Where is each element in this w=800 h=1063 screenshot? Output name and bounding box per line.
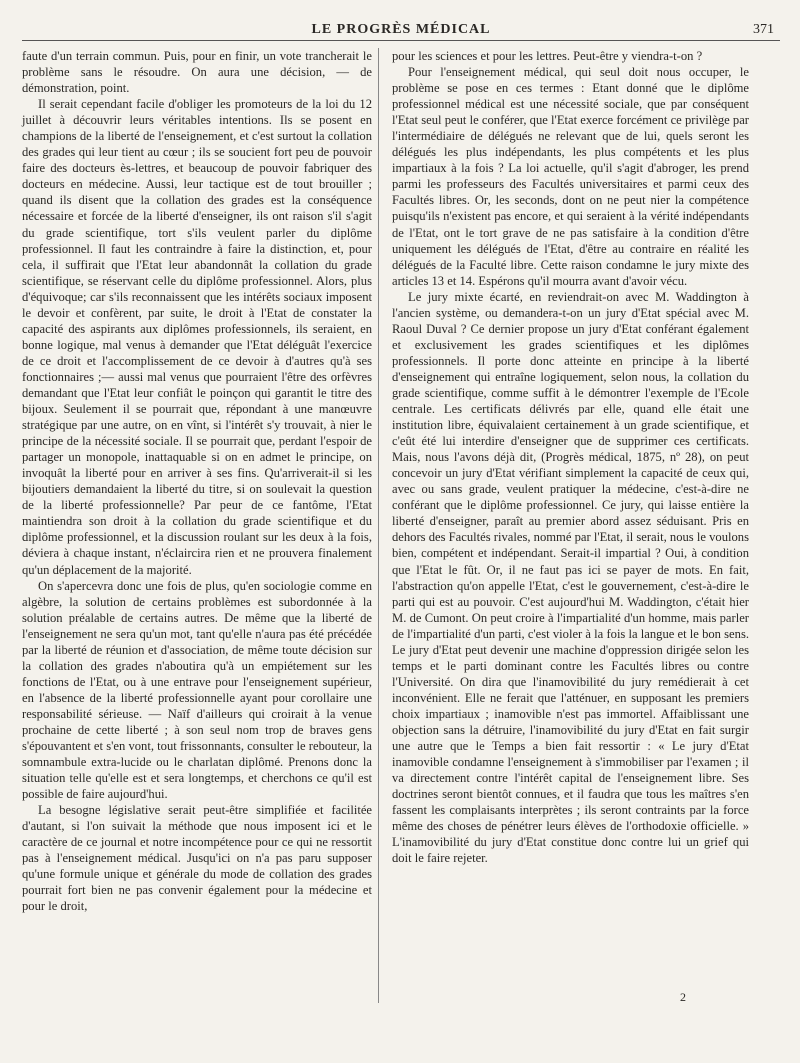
page-number: 371	[753, 22, 774, 37]
right-column	[392, 48, 749, 866]
paragraph: Pour l'enseignement médical, qui seul doit nous occuper, le problème se pose en ces termes : Etant donné que le diplôme professionnel médical est une nécessité sociale, que par conséquent l'Etat seul peut le conférer, que l'Etat exerce forcément ce privilège par l'intermédiaire de délégués ne relevant que de lui, quels seront les délégués les plus indépendants, les plus compétents et les plus impartiaux à la fois ? La loi actuelle, qu'il s'agit d'abroger, les prend parmi les professeurs des Facultés universitaires et parmi ceux des Facultés libres. Or, les seconds, dont on ne peut nier la compétence puisqu'ils n'existent pas encore, et qui seraient à la vérité indépendants de l'Etat, ont le tort grave de ne pas satisfaire à la condition d'être uniquement les délégués de l'Etat, d'être au contraire en réalité les délégués de la Faculté libre. Cette raison condamne le jury mixte des articles 13 et 14. Espérons qu'il mourra avant d'avoir vécu.	[392, 65, 749, 288]
journal-title: LE PROGRÈS MÉDICAL	[311, 22, 491, 37]
paragraph: pour les sciences et pour les lettres. Peut-être y viendra-t-on ?	[392, 49, 703, 63]
paragraph: Il serait cependant facile d'obliger les promoteurs de la loi du 12 juillet à découvrir leurs véritables intentions. Ils se posent en champions de la liberté de l'enseignement, et c'est surtout la collation des grades qui leur tient au cœur ; ils se soucient fort peu de pouvoir faire des docteurs ès-lettres, et beaucoup de pouvoir fabriquer des docteurs en médecine. Aussi, leur tactique est de tout brouiller ; quand ils disent que la collation des grades est la conséquence nécessaire et forcée de la liberté d'enseigner, ils ont raison s'il s'agit du grade scientifique, tort s'ils veulent parler du diplôme professionnel. Il faut les contraindre à faire la distinction, et, pour cela, il suffirait que l'Etat leur abandonnât la collation du grade scientifique, se réservant celle du diplôme professionnel. Alors, plus d'équivoque; car s'ils reconnaissent que les intérêts sociaux imposent le devoir et confèrent, par suite, le droit à l'Etat de constater la capacité des aspirants aux diplômes professionnels, ils seraient, en bonne logique, mal venus à demander que l'Etat déléguât l'exercice de ce droit et l'accomplissement de ce devoir à d'autres qu'à ses fonctionnaires ;— aussi mal venus que pourraient l'être des orfèvres demandant que l'Etat leur confiât le poinçon qui garantit le titre des bijoux. Seulement il se pourrait que, répondant à une manœuvre stratégique par une autre, on en vînt, si l'intérêt s'y trouvait, à nier le principe de la nécessité sociale. Il se pourrait que, perdant l'espoir de partager un monopole, inattaquable si on en admet le principe, on invoquât la liberté pour en arriver à ses fins. Qu'arriverait-il si les bijoutiers demandaient la liberté du titre, si on soulevait la question de la liberté professionnelle? Par peur de ce fantôme, l'Etat maintiendra son droit à la collation du grade scientifique et du diplôme professionnel, et la discussion roulant sur les deux à la fois, déviera à chaque instant, n'éclaircira rien et ne prouvera finalement qu'un déplacement de la majorité.	[22, 97, 372, 577]
signature-mark: 2	[680, 990, 686, 1004]
paragraph: faute d'un terrain commun. Puis, pour en finir, un vote trancherait le problème sans le résoudre. On aura une décision, — de démonstration, point.	[22, 49, 372, 96]
paragraph: Le jury mixte écarté, en reviendrait-on avec M. Waddington à l'ancien système, ou demandera-t-on un jury d'Etat spécial avec M. Raoul Duval ? Ce dernier propose un jury d'Etat conférant également et exclusivement les grades scientifiques et les diplômes professionnels. Il porte donc atteinte en principe à la liberté d'enseignement qui entraîne logiquement, selon nous, la collation du grade scientifique, comme suffit à le démontrer l'exemple de l'Ecole centrale. Les certificats délivrés par elle, quand elle était une institution libre, équivalaient certainement à un grade scientifique, et c'eût été lui interdire d'enseigner que de supprimer ces certificats. Mais, nous l'avons déjà dit, (Progrès médical, 1875, nº 28), on peut concevoir un jury d'Etat vérifiant simplement la capacité de ceux qui, avec ou sans grade, veulent pratiquer la médecine, c'est-à-dire ne conférant que le diplôme professionnel. Ce jury, qui laisse entière la liberté d'enseigner, paraît au premier abord assez séduisant. Pris en dehors des Facultés rivales, nommé par l'Etat, il serait, nous le voulons bien, compétent et indépendant. Serait-il impartial ? Oui, à condition que l'Etat le fût. Or, il ne faut pas ici se payer de mots. En fait, l'abstraction qu'on appelle l'Etat, c'est le gouvernement, c'est-à-dire le parti qui est au pouvoir. C'est aujourd'hui M. Waddington, c'était hier M. de Cumont. On peut croire à l'impartialité d'un homme, mais parler de l'impartialité d'un parti, c'est violer à la fois la langue et le bon sens. Le jury d'Etat peut devenir une machine d'oppression dirigée selon les temps et le parti dominant contre les Facultés libres ou contre l'Université. On dira que l'inamovibilité du jury remédierait à cet inconvénient. Elle ne ferait que l'atténuer, en supposant les premiers choix impartiaux ; inamovible n'est pas immortel. Affaiblissant une objection sans la détruire, l'inamovibilité du jury d'Etat en fait surgir une autre que le Temps a bien fait ressortir : « Le jury d'Etat inamovible condamne l'enseignement à s'immobiliser par l'examen ; il va directement contre l'intérêt capital de l'enseignement libre. Ses doctrines seront bientôt connues, et il faudra que tous les maîtres s'en fassent les complaisants interprètes ; ils seront contraints par la force même des choses de pénétrer leurs élèves de l'orthodoxie officielle. » L'inamovibilité du jury d'Etat constitue donc contre lui un grief qui doit le faire rejeter.	[392, 289, 749, 866]
paragraph: On s'apercevra donc une fois de plus, qu'en sociologie comme en algèbre, la solution de certains problèmes est subordonnée à la solution préalable de certains autres. De même que la liberté de l'enseignement ne sera qu'un mot, tant qu'elle n'aura pas été précédée par la liberté de réunion et d'association, de même toute décision sur la collation des grades n'aboutira qu'à un empiétement sur les fonctions de l'Etat, ou à une entrave pour l'enseignement supérieur, en l'absence de la liberté professionnelle ayant pour corollaire une responsabilité sérieuse. — Naïf d'ailleurs qui croirait à la venue prochaine de cette liberté ; à son seul nom trop de braves gens s'épouvantent et s'en vont, tout frissonnants, consulter le rebouteur, la somnambule extra-lucide ou le charlatan diplômé. Prenons donc la situation telle qu'elle est et sera longtemps, et cherchons ce qu'il est possible de faire aujourd'hui.	[22, 578, 372, 802]
running-header	[22, 20, 780, 41]
column-divider	[378, 48, 379, 1003]
left-column	[22, 48, 372, 915]
paragraph: La besogne législative serait peut-être simplifiée et facilitée d'autant, si l'on suivait la méthode que nous imposent ici et le caractère de ce journal et notre incompétence pour ce qui ne ressortit pas à l'enseignement médical. Jusqu'ici on n'a pas paru supposer qu'une formule unique et générale du mode de collation des grades pourrait fort bien ne pas convenir également pour la médecine et pour le droit,	[22, 803, 372, 914]
